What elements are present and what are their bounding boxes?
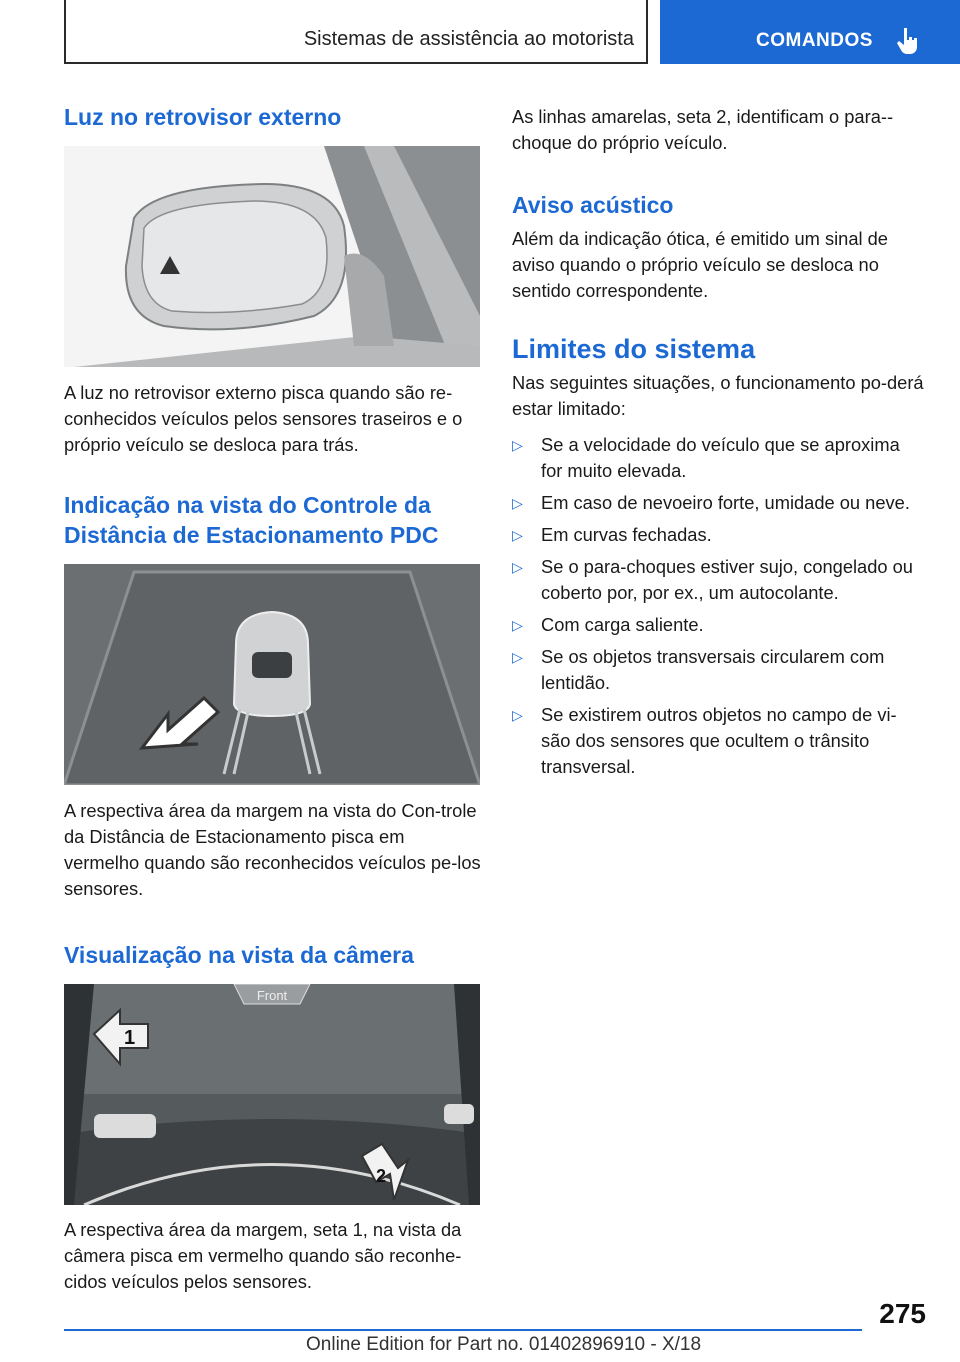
footer-divider (64, 1329, 862, 1331)
header-tab-label: COMANDOS (756, 30, 873, 51)
list-item: ▷ Em curvas fechadas. (512, 522, 926, 548)
triangle-bullet-icon: ▷ (512, 559, 523, 575)
triangle-bullet-icon: ▷ (512, 527, 523, 543)
right-column (512, 102, 926, 786)
list-item: ▷ Se os objetos transversais circularem com lentidão. (512, 646, 885, 693)
text-system-limits: Nas seguintes situações, o funcionamento po-derá estar limitado: (512, 372, 924, 419)
list-item: ▷ Em caso de nevoeiro forte, umidade ou neve. (512, 490, 926, 516)
heading-camera-view: Visualização na vista da câmera (64, 942, 414, 968)
footer-edition-text: Online Edition for Part no. 01402896910 - X/18 (306, 1334, 702, 1355)
triangle-bullet-icon: ▷ (512, 437, 523, 453)
text-mirror-light: A luz no retrovisor externo pisca quando são re-conhecidos veículos pelos sensores traseiros e o próprio veículo se desloca para trás. (64, 382, 463, 455)
side-mirror-illustration (64, 146, 480, 367)
camera-front-label: Front (256, 988, 288, 1003)
heading-system-limits: Limites do sistema (512, 334, 756, 364)
camera-illustration (64, 984, 480, 1205)
heading-mirror-light: Luz no retrovisor externo (64, 104, 342, 130)
figure-camera-view (64, 984, 480, 1205)
header-box (64, 0, 648, 64)
camera-arrow-1-label: 1 (124, 1027, 136, 1049)
text-acoustic-warning: Além da indicação ótica, é emitido um sinal de aviso quando o próprio veículo se desloca no sentido correspondente. (512, 228, 888, 301)
triangle-bullet-icon: ▷ (512, 617, 523, 633)
triangle-bullet-icon: ▷ (512, 707, 523, 723)
list-item: ▷ Se o para-choques estiver sujo, congelado ou coberto por, por ex., um autocolante. (512, 556, 913, 603)
header-section-title: Sistemas de assistência ao motorista (303, 28, 634, 50)
text-camera-view: A respectiva área da margem, seta 1, na vista da câmera pisca em vermelho quando são reconhe-cidos veículos pelos sensores. (64, 1219, 462, 1292)
list-item: ▷ Com carga saliente. (512, 612, 926, 638)
pdc-illustration (64, 564, 480, 785)
pointing-hand-icon (896, 26, 920, 56)
heading-pdc-view: Indicação na vista do Controle da Distância de Estacionamento PDC (64, 492, 439, 548)
triangle-bullet-icon: ▷ (512, 495, 523, 511)
header-tab[interactable] (660, 0, 960, 64)
figure-side-mirror (64, 146, 480, 367)
text-pdc-view: A respectiva área da margem na vista do Con-trole da Distância de Estacionamento pisca em vermelho quando são reconhecidos veículos pe-los sensores. (64, 800, 481, 899)
left-column (64, 102, 484, 1295)
limits-list (512, 432, 926, 780)
list-item: ▷ Se a velocidade do veículo que se aproxima for muito elevada. (512, 434, 900, 481)
heading-acoustic-warning: Aviso acústico (512, 192, 674, 218)
list-item: ▷ Se existirem outros objetos no campo de vi-são dos sensores que ocultem o trânsito transversal. (512, 704, 897, 777)
camera-arrow-2-label: 2 (376, 1166, 387, 1186)
page-number: 275 (879, 1298, 926, 1329)
figure-pdc-view (64, 564, 480, 785)
text-yellow-lines: As linhas amarelas, seta 2, identificam o para--choque do próprio veículo. (512, 106, 894, 153)
triangle-bullet-icon: ▷ (512, 649, 523, 665)
